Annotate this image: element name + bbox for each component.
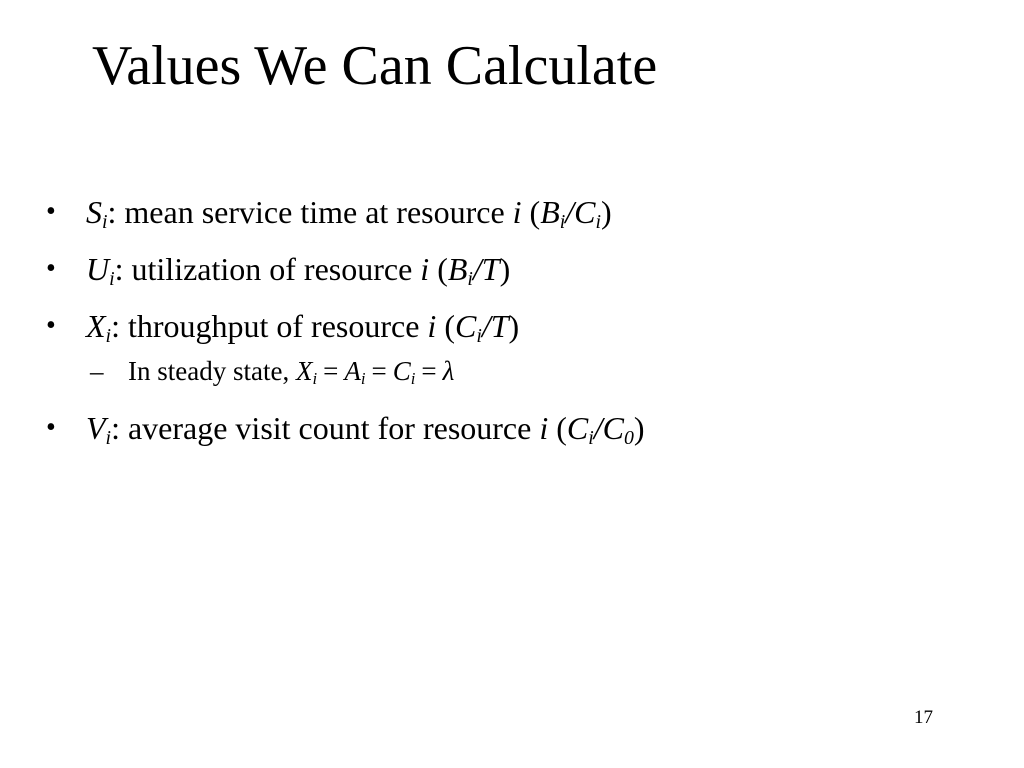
term-c: C bbox=[392, 356, 411, 386]
denominator: T bbox=[481, 251, 500, 287]
slash: / bbox=[593, 410, 603, 446]
term-lambda: λ bbox=[442, 356, 455, 386]
slash: / bbox=[472, 251, 482, 287]
variable: i bbox=[420, 251, 430, 287]
bullet-marker: • bbox=[46, 253, 56, 284]
slide-title: Values We Can Calculate bbox=[92, 35, 658, 97]
bullet-text: : average visit count for resource bbox=[111, 410, 540, 446]
numerator-subscript: i bbox=[559, 210, 566, 233]
bullet-utilization bbox=[46, 247, 645, 291]
variable: i bbox=[539, 410, 549, 446]
symbol: S bbox=[86, 194, 102, 230]
equals-sign: = bbox=[371, 356, 387, 386]
numerator-subscript: i bbox=[588, 426, 594, 449]
paren-close: ) bbox=[508, 308, 520, 344]
bullet-visit-count bbox=[46, 406, 645, 450]
paren-open: ( bbox=[548, 410, 567, 446]
symbol: V bbox=[86, 410, 106, 446]
bullet-content bbox=[86, 410, 645, 449]
term-a: A bbox=[344, 356, 361, 386]
bullet-throughput bbox=[46, 304, 645, 348]
variable: i bbox=[512, 194, 522, 230]
bullet-service-time bbox=[46, 190, 645, 234]
slash: / bbox=[481, 308, 491, 344]
term-x: X bbox=[295, 356, 313, 386]
subbullet-text: In steady state, bbox=[128, 356, 296, 386]
numerator-subscript: i bbox=[467, 267, 473, 290]
subscript: i bbox=[105, 426, 112, 449]
paren-open: ( bbox=[429, 251, 448, 287]
variable: i bbox=[427, 308, 437, 344]
bullet-marker: • bbox=[46, 310, 56, 341]
term-x-subscript: i bbox=[312, 369, 318, 389]
numerator-subscript: i bbox=[476, 324, 482, 347]
term-a-subscript: i bbox=[360, 369, 366, 389]
subscript: i bbox=[109, 267, 115, 290]
paren-close: ) bbox=[601, 194, 612, 230]
numerator: B bbox=[540, 194, 560, 230]
bullet-marker: • bbox=[46, 412, 56, 443]
denominator: T bbox=[490, 308, 509, 344]
bullet-text: : throughput of resource bbox=[111, 308, 428, 344]
symbol: U bbox=[86, 251, 110, 287]
subbullet-steady-state bbox=[46, 353, 645, 389]
bullet-content bbox=[86, 194, 612, 233]
paren-close: ) bbox=[499, 251, 511, 287]
subbullet-content bbox=[128, 356, 455, 389]
bullet-list bbox=[46, 190, 645, 463]
slash: / bbox=[565, 194, 575, 230]
bullet-text: : utilization of resource bbox=[114, 251, 421, 287]
equals-sign: = bbox=[421, 356, 437, 386]
subscript: i bbox=[105, 324, 112, 347]
symbol: X bbox=[86, 308, 106, 344]
denominator-subscript: 0 bbox=[623, 426, 634, 449]
sub-bullet-marker: – bbox=[90, 356, 104, 386]
numerator: B bbox=[447, 251, 468, 287]
denominator: C bbox=[602, 410, 624, 446]
bullet-text: : mean service time at resource bbox=[107, 194, 513, 230]
numerator: C bbox=[566, 410, 589, 446]
term-c-subscript: i bbox=[410, 369, 416, 389]
denominator: C bbox=[574, 194, 596, 230]
page-number: 17 bbox=[914, 707, 933, 728]
bullet-content bbox=[86, 308, 520, 347]
paren-close: ) bbox=[633, 410, 645, 446]
paren-open: ( bbox=[521, 194, 541, 230]
equals-sign: = bbox=[323, 356, 339, 386]
bullet-marker: • bbox=[46, 196, 56, 227]
paren-open: ( bbox=[436, 308, 455, 344]
numerator: C bbox=[454, 308, 477, 344]
denominator-subscript: i bbox=[595, 210, 602, 233]
bullet-content bbox=[86, 251, 511, 290]
subscript: i bbox=[102, 210, 108, 233]
